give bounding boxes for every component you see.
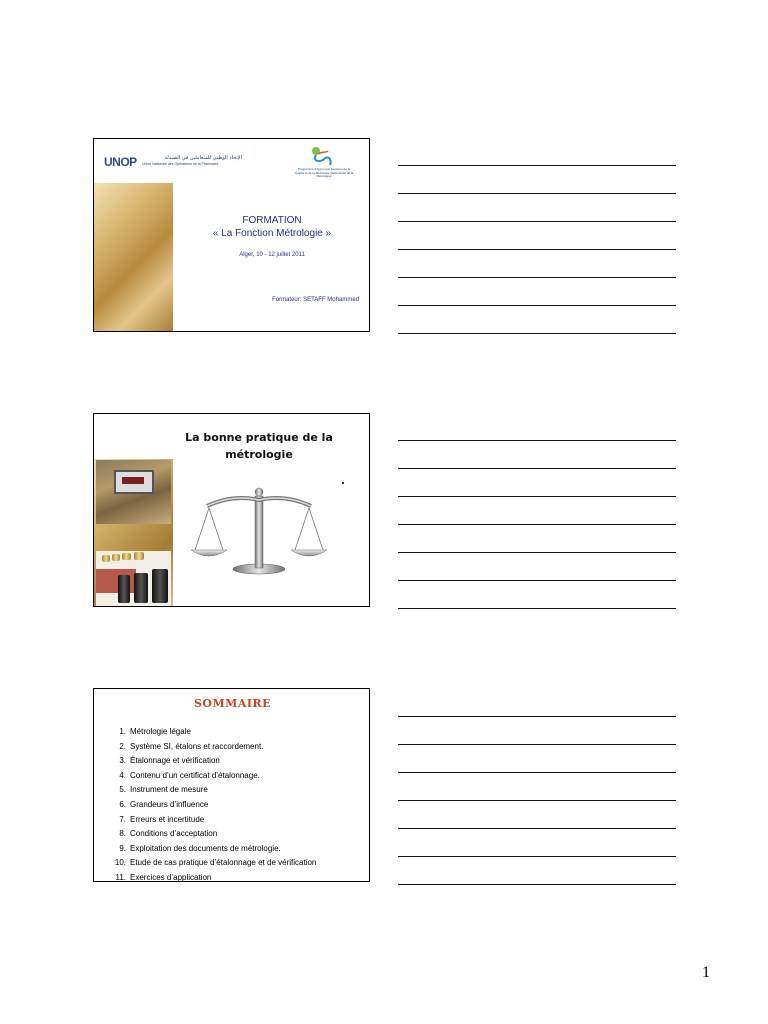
note-line <box>398 165 676 166</box>
list-item <box>108 783 316 798</box>
list-item <box>108 754 316 769</box>
slide-title <box>184 429 334 463</box>
list-item-number: 5. <box>119 785 126 795</box>
list-item-text: Étalonnage et vérification <box>130 756 220 766</box>
page-number: 1 <box>702 964 710 981</box>
list-item <box>108 813 316 828</box>
list-item <box>108 842 316 857</box>
note-line <box>398 193 676 194</box>
list-item-number: 10. <box>114 858 126 868</box>
slide-title-line-2: métrologie <box>225 448 293 461</box>
note-line <box>398 580 676 581</box>
list-item-text: Etude de cas pratique d’étalonnage et de vérification <box>130 858 317 868</box>
list-item-number: 2. <box>119 741 126 751</box>
list-item-number: 9. <box>119 843 126 853</box>
note-line <box>398 552 676 553</box>
list-item-number: 6. <box>119 799 126 809</box>
decorative-gold-bar <box>94 183 173 332</box>
note-line <box>398 440 676 441</box>
note-line <box>398 221 676 222</box>
note-line <box>398 249 676 250</box>
balance-scale-icon <box>189 484 329 576</box>
program-logo-text: Programme d'Appui aux Secteurs de la Qualité et de la Métrologie (Référentiel de la Métrologie) <box>294 167 354 178</box>
slide-title: FORMATION <box>242 215 302 226</box>
list-item-text: Instrument de mesure <box>130 785 208 795</box>
note-line <box>398 800 676 801</box>
slide-date: Alger, 10 - 12 juillet 2011 <box>239 252 305 258</box>
note-line <box>398 828 676 829</box>
slide-subtitle: « La Fonction Métrologie » <box>212 228 332 239</box>
note-line <box>398 468 676 469</box>
unop-logo-subtitle: Union Nationale des Opérateurs de la Pharmacie <box>142 162 219 166</box>
slide-title: SOMMAIRE <box>193 697 272 710</box>
digital-balance-photo <box>96 460 171 524</box>
note-line <box>398 277 676 278</box>
program-logo <box>294 145 354 185</box>
decorative-dot <box>342 482 344 484</box>
list-item <box>108 856 316 871</box>
list-item-number: 4. <box>119 770 126 780</box>
list-item-number: 8. <box>119 829 126 839</box>
list-item-text: Grandeurs d’influence <box>130 799 209 809</box>
note-line <box>398 884 676 885</box>
list-item-number: 11. <box>115 872 126 882</box>
list-item <box>108 740 316 755</box>
list-item-text: Système SI, étalons et raccordement. <box>130 741 264 751</box>
weights-photo <box>96 551 171 607</box>
list-item-number: 1. <box>119 727 126 736</box>
list-item-text: Contenu d’un certificat d’étalonnage. <box>130 770 260 780</box>
note-line <box>398 496 676 497</box>
slide-title-line-1: La bonne pratique de la <box>185 431 333 444</box>
list-item <box>108 769 316 784</box>
note-line <box>398 716 676 717</box>
unop-logo-arabic: الإتحاد الوطني للمتعاملين في الصيدلة <box>164 155 242 161</box>
note-line <box>398 772 676 773</box>
list-item-text: Exercices d’application <box>130 872 212 882</box>
note-line <box>398 744 676 745</box>
list-item-text: Métrologie légale <box>130 727 191 736</box>
unop-logo-mark: UNOP <box>104 155 137 169</box>
note-line <box>398 524 676 525</box>
list-item-text: Exploitation des documents de métrologie. <box>130 843 281 853</box>
summary-list <box>108 725 316 882</box>
note-line <box>398 333 676 334</box>
note-line <box>398 608 676 609</box>
list-item-number: 7. <box>119 814 126 824</box>
slide-thumbnail-3 <box>93 688 370 882</box>
slide-trainer: Formateur: SETAFF Mohammed <box>272 297 359 303</box>
list-item <box>108 798 316 813</box>
list-item-text: Erreurs et incertitude <box>130 814 205 824</box>
list-item-number: 3. <box>119 756 126 766</box>
list-item <box>108 725 316 740</box>
list-item <box>108 871 316 882</box>
list-item-text: Conditions d’acceptation <box>130 829 218 839</box>
program-emblem-icon <box>294 145 354 169</box>
slide-thumbnail-2 <box>93 413 370 607</box>
slide-thumbnail-1 <box>93 138 370 332</box>
note-line <box>398 305 676 306</box>
list-item <box>108 827 316 842</box>
note-line <box>398 856 676 857</box>
